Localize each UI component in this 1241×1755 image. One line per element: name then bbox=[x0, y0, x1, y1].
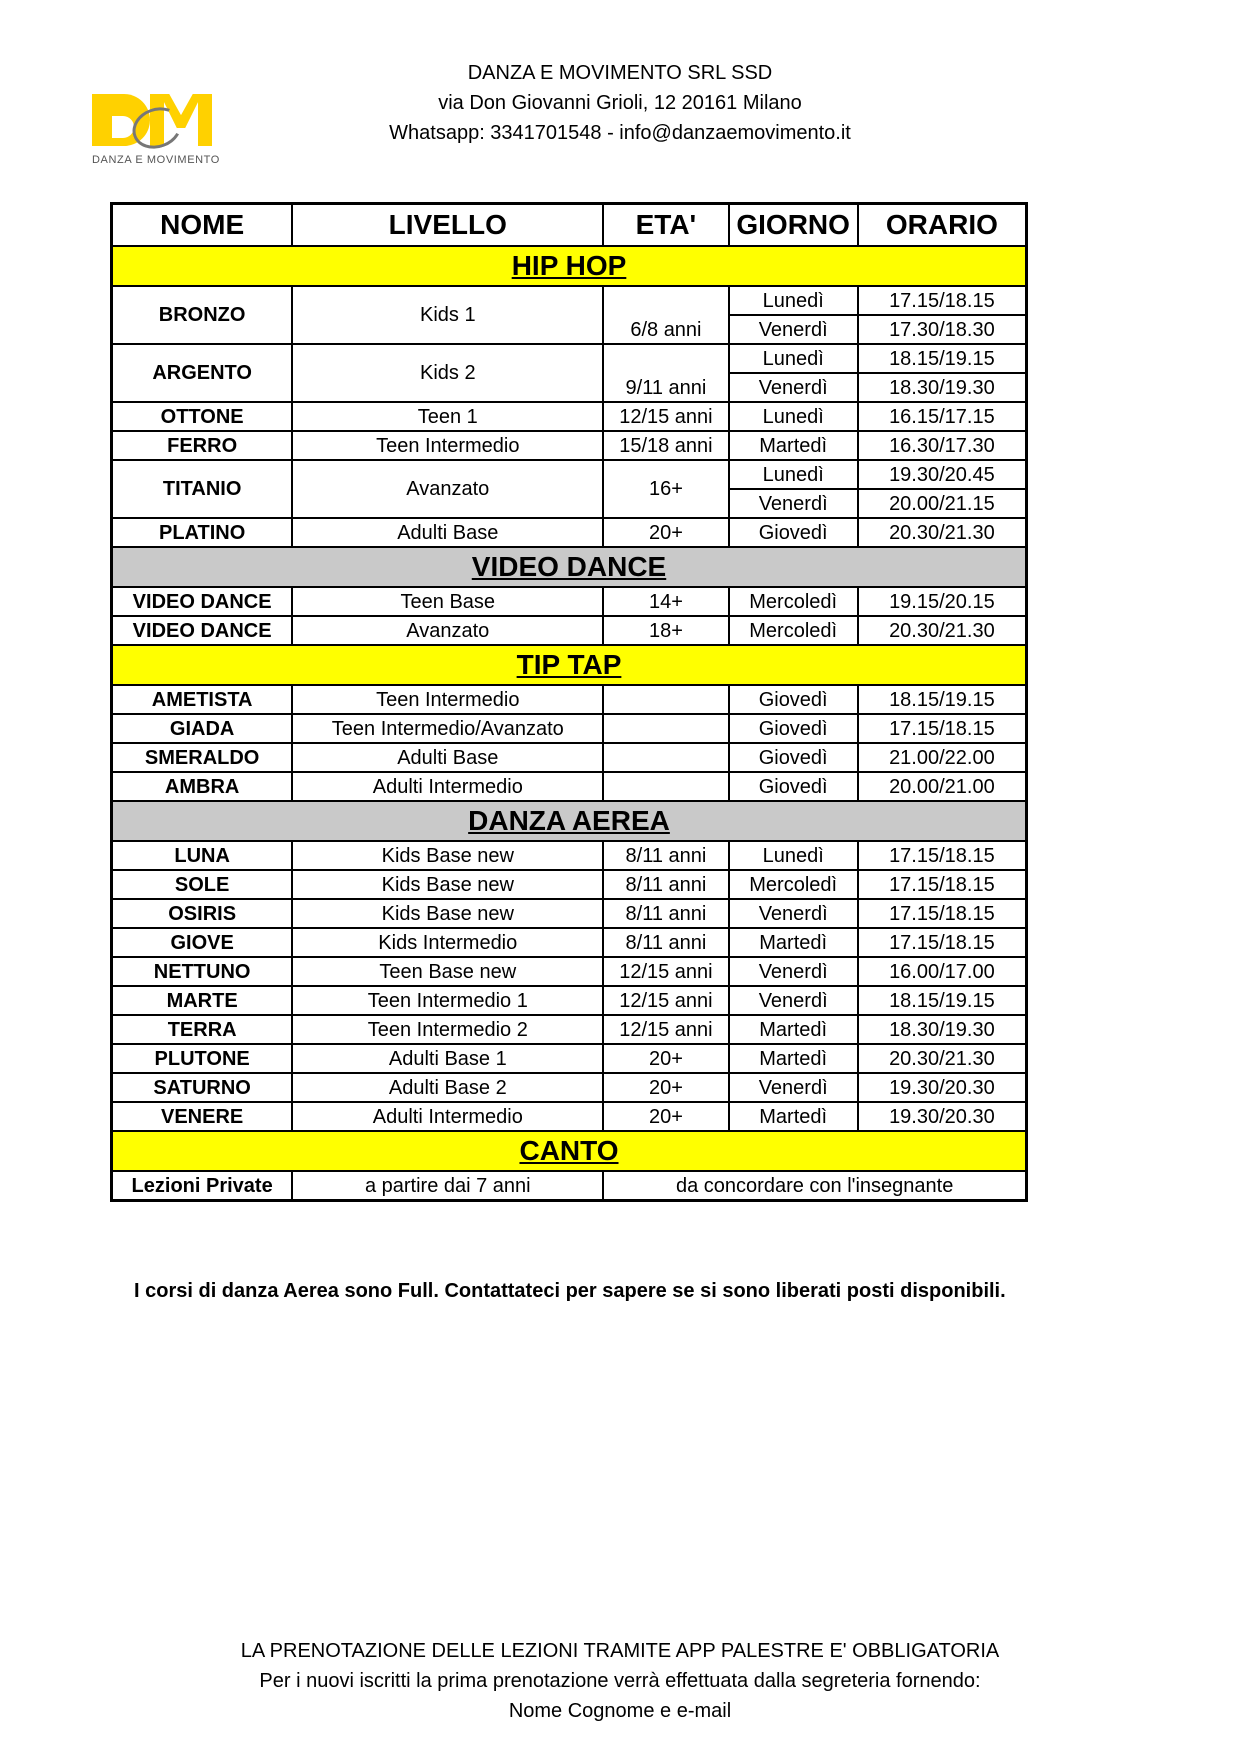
course-day: Martedì bbox=[729, 1044, 858, 1073]
course-age bbox=[603, 714, 728, 743]
course-age: 15/18 anni bbox=[603, 431, 728, 460]
course-time: 19.30/20.30 bbox=[858, 1102, 1027, 1131]
table-row bbox=[112, 685, 1027, 714]
course-name: TITANIO bbox=[112, 460, 293, 518]
table-row bbox=[112, 431, 1027, 460]
course-time: da concordare con l'insegnante bbox=[603, 1171, 1026, 1201]
course-age: 20+ bbox=[603, 1073, 728, 1102]
section-title: CANTO bbox=[112, 1131, 1027, 1171]
course-day: Giovedì bbox=[729, 685, 858, 714]
course-age: 12/15 anni bbox=[603, 402, 728, 431]
course-name: VENERE bbox=[112, 1102, 293, 1131]
section-hiphop bbox=[112, 246, 1027, 286]
column-header-eta: ETA' bbox=[603, 204, 728, 247]
course-day: Mercoledì bbox=[729, 587, 858, 616]
course-name: FERRO bbox=[112, 431, 293, 460]
column-header-nome: NOME bbox=[112, 204, 293, 247]
table-row bbox=[112, 1015, 1027, 1044]
course-time: 17.15/18.15 bbox=[858, 870, 1027, 899]
section-canto bbox=[112, 1131, 1027, 1171]
course-name: VIDEO DANCE bbox=[112, 587, 293, 616]
table-row bbox=[112, 870, 1027, 899]
table-row bbox=[112, 1044, 1027, 1073]
course-name: VIDEO DANCE bbox=[112, 616, 293, 645]
course-age bbox=[603, 772, 728, 801]
table-row bbox=[112, 1102, 1027, 1131]
course-time: 19.30/20.30 bbox=[858, 1073, 1027, 1102]
course-age: 14+ bbox=[603, 587, 728, 616]
course-age: 6/8 anni bbox=[603, 286, 728, 344]
company-address: via Don Giovanni Grioli, 12 20161 Milano bbox=[438, 92, 802, 114]
course-name: SATURNO bbox=[112, 1073, 293, 1102]
course-name: OSIRIS bbox=[112, 899, 293, 928]
course-day: Venerdì bbox=[729, 489, 858, 518]
course-day: Lunedì bbox=[729, 841, 858, 870]
course-time: 20.00/21.00 bbox=[858, 772, 1027, 801]
table-row bbox=[112, 928, 1027, 957]
course-level: Adulti Base bbox=[292, 518, 603, 547]
table-row bbox=[112, 344, 1027, 373]
table-row bbox=[112, 460, 1027, 489]
section-danzaaerea bbox=[112, 801, 1027, 841]
course-name: TERRA bbox=[112, 1015, 293, 1044]
document-header bbox=[300, 58, 940, 148]
course-age bbox=[603, 685, 728, 714]
course-day: Venerdì bbox=[729, 957, 858, 986]
course-name: SMERALDO bbox=[112, 743, 293, 772]
course-time: 17.15/18.15 bbox=[858, 841, 1027, 870]
document-footer bbox=[200, 1636, 1040, 1726]
availability-note: I corsi di danza Aerea sono Full. Contattateci per sapere se si sono liberati posti disponibili. bbox=[134, 1280, 1006, 1302]
course-day: Venerdì bbox=[729, 1073, 858, 1102]
course-level: Kids Base new bbox=[292, 870, 603, 899]
course-time: 18.30/19.30 bbox=[858, 373, 1027, 402]
column-header-giorno: GIORNO bbox=[729, 204, 858, 247]
footer-line-2: Per i nuovi iscritti la prima prenotazione verrà effettuata dalla segreteria fornendo: bbox=[259, 1670, 981, 1692]
course-day: Venerdì bbox=[729, 899, 858, 928]
course-day: Giovedì bbox=[729, 743, 858, 772]
course-level: Avanzato bbox=[292, 616, 603, 645]
course-level: Kids 2 bbox=[292, 344, 603, 402]
table-row bbox=[112, 518, 1027, 547]
section-title: HIP HOP bbox=[112, 246, 1027, 286]
course-level: Kids Base new bbox=[292, 899, 603, 928]
table-row bbox=[112, 957, 1027, 986]
course-level: Adulti Intermedio bbox=[292, 1102, 603, 1131]
course-day: Lunedì bbox=[729, 402, 858, 431]
course-day: Mercoledì bbox=[729, 870, 858, 899]
course-age: 9/11 anni bbox=[603, 344, 728, 402]
course-level: Teen 1 bbox=[292, 402, 603, 431]
course-level: Kids Base new bbox=[292, 841, 603, 870]
course-age bbox=[603, 743, 728, 772]
course-time: 18.15/19.15 bbox=[858, 344, 1027, 373]
course-name: PLATINO bbox=[112, 518, 293, 547]
table-row bbox=[112, 743, 1027, 772]
course-age: 8/11 anni bbox=[603, 870, 728, 899]
course-time: 18.30/19.30 bbox=[858, 1015, 1027, 1044]
table-row bbox=[112, 714, 1027, 743]
course-level: Avanzato bbox=[292, 460, 603, 518]
table-row bbox=[112, 841, 1027, 870]
course-day: Giovedì bbox=[729, 772, 858, 801]
column-header-orario: ORARIO bbox=[858, 204, 1027, 247]
course-day: Mercoledì bbox=[729, 616, 858, 645]
footer-line-3: Nome Cognome e e-mail bbox=[508, 1700, 732, 1722]
course-age: 8/11 anni bbox=[603, 928, 728, 957]
course-level: Teen Intermedio bbox=[292, 431, 603, 460]
course-day: Giovedì bbox=[729, 714, 858, 743]
table-row bbox=[112, 616, 1027, 645]
course-time: 17.15/18.15 bbox=[858, 899, 1027, 928]
course-name: PLUTONE bbox=[112, 1044, 293, 1073]
course-level: Teen Intermedio 2 bbox=[292, 1015, 603, 1044]
course-age: 12/15 anni bbox=[603, 986, 728, 1015]
course-age: 8/11 anni bbox=[603, 899, 728, 928]
course-time: 18.15/19.15 bbox=[858, 685, 1027, 714]
company-contact: Whatsapp: 3341701548 - info@danzaemovimento.it bbox=[389, 122, 851, 144]
course-age: 20+ bbox=[603, 1102, 728, 1131]
course-level: Teen Base bbox=[292, 587, 603, 616]
course-name: AMBRA bbox=[112, 772, 293, 801]
course-name: AMETISTA bbox=[112, 685, 293, 714]
course-level: Kids 1 bbox=[292, 286, 603, 344]
course-time: 17.15/18.15 bbox=[858, 286, 1027, 315]
table-row bbox=[112, 986, 1027, 1015]
table-row bbox=[112, 899, 1027, 928]
course-name: MARTE bbox=[112, 986, 293, 1015]
table-row bbox=[112, 402, 1027, 431]
course-time: 19.30/20.45 bbox=[858, 460, 1027, 489]
course-age: 12/15 anni bbox=[603, 957, 728, 986]
course-name: GIOVE bbox=[112, 928, 293, 957]
course-day: Lunedì bbox=[729, 460, 858, 489]
section-videodance bbox=[112, 547, 1027, 587]
course-time: 17.15/18.15 bbox=[858, 714, 1027, 743]
course-time: 16.00/17.00 bbox=[858, 957, 1027, 986]
course-day: Martedì bbox=[729, 1015, 858, 1044]
course-time: 16.15/17.15 bbox=[858, 402, 1027, 431]
section-title: DANZA AEREA bbox=[112, 801, 1027, 841]
course-level: a partire dai 7 anni bbox=[292, 1171, 603, 1201]
course-time: 20.30/21.30 bbox=[858, 518, 1027, 547]
course-age: 16+ bbox=[603, 460, 728, 518]
footer-line-1: LA PRENOTAZIONE DELLE LEZIONI TRAMITE APP PALESTRE E' OBBLIGATORIA bbox=[240, 1640, 1000, 1662]
course-time: 19.15/20.15 bbox=[858, 587, 1027, 616]
course-name: Lezioni Private bbox=[112, 1171, 293, 1201]
schedule-table bbox=[110, 202, 1028, 1202]
table-row bbox=[112, 1171, 1027, 1201]
course-day: Lunedì bbox=[729, 344, 858, 373]
course-age: 20+ bbox=[603, 518, 728, 547]
course-age: 20+ bbox=[603, 1044, 728, 1073]
course-day: Venerdì bbox=[729, 986, 858, 1015]
course-name: SOLE bbox=[112, 870, 293, 899]
course-level: Teen Intermedio 1 bbox=[292, 986, 603, 1015]
section-tiptap bbox=[112, 645, 1027, 685]
course-time: 20.30/21.30 bbox=[858, 1044, 1027, 1073]
course-time: 17.30/18.30 bbox=[858, 315, 1027, 344]
course-name: NETTUNO bbox=[112, 957, 293, 986]
course-time: 18.15/19.15 bbox=[858, 986, 1027, 1015]
course-level: Adulti Base 2 bbox=[292, 1073, 603, 1102]
course-day: Venerdì bbox=[729, 373, 858, 402]
course-day: Lunedì bbox=[729, 286, 858, 315]
course-level: Adulti Base 1 bbox=[292, 1044, 603, 1073]
course-time: 16.30/17.30 bbox=[858, 431, 1027, 460]
course-day: Martedì bbox=[729, 431, 858, 460]
course-level: Adulti Base bbox=[292, 743, 603, 772]
logo-text: DANZA E MOVIMENTO bbox=[92, 154, 220, 166]
course-level: Teen Intermedio/Avanzato bbox=[292, 714, 603, 743]
column-header-livello: LIVELLO bbox=[292, 204, 603, 247]
course-name: ARGENTO bbox=[112, 344, 293, 402]
course-time: 21.00/22.00 bbox=[858, 743, 1027, 772]
course-day: Venerdì bbox=[729, 315, 858, 344]
course-name: LUNA bbox=[112, 841, 293, 870]
course-level: Kids Intermedio bbox=[292, 928, 603, 957]
table-header-row bbox=[112, 204, 1027, 247]
course-time: 20.30/21.30 bbox=[858, 616, 1027, 645]
course-age: 12/15 anni bbox=[603, 1015, 728, 1044]
course-age: 18+ bbox=[603, 616, 728, 645]
course-day: Martedì bbox=[729, 1102, 858, 1131]
course-level: Teen Intermedio bbox=[292, 685, 603, 714]
company-logo bbox=[88, 86, 228, 186]
table-row bbox=[112, 772, 1027, 801]
course-time: 17.15/18.15 bbox=[858, 928, 1027, 957]
course-level: Adulti Intermedio bbox=[292, 772, 603, 801]
course-age: 8/11 anni bbox=[603, 841, 728, 870]
course-name: OTTONE bbox=[112, 402, 293, 431]
table-row bbox=[112, 1073, 1027, 1102]
section-title: VIDEO DANCE bbox=[112, 547, 1027, 587]
course-day: Martedì bbox=[729, 928, 858, 957]
company-name: DANZA E MOVIMENTO SRL SSD bbox=[467, 62, 773, 84]
course-name: BRONZO bbox=[112, 286, 293, 344]
course-time: 20.00/21.15 bbox=[858, 489, 1027, 518]
section-title: TIP TAP bbox=[112, 645, 1027, 685]
course-day: Giovedì bbox=[729, 518, 858, 547]
table-row bbox=[112, 587, 1027, 616]
course-name: GIADA bbox=[112, 714, 293, 743]
course-level: Teen Base new bbox=[292, 957, 603, 986]
table-row bbox=[112, 286, 1027, 315]
